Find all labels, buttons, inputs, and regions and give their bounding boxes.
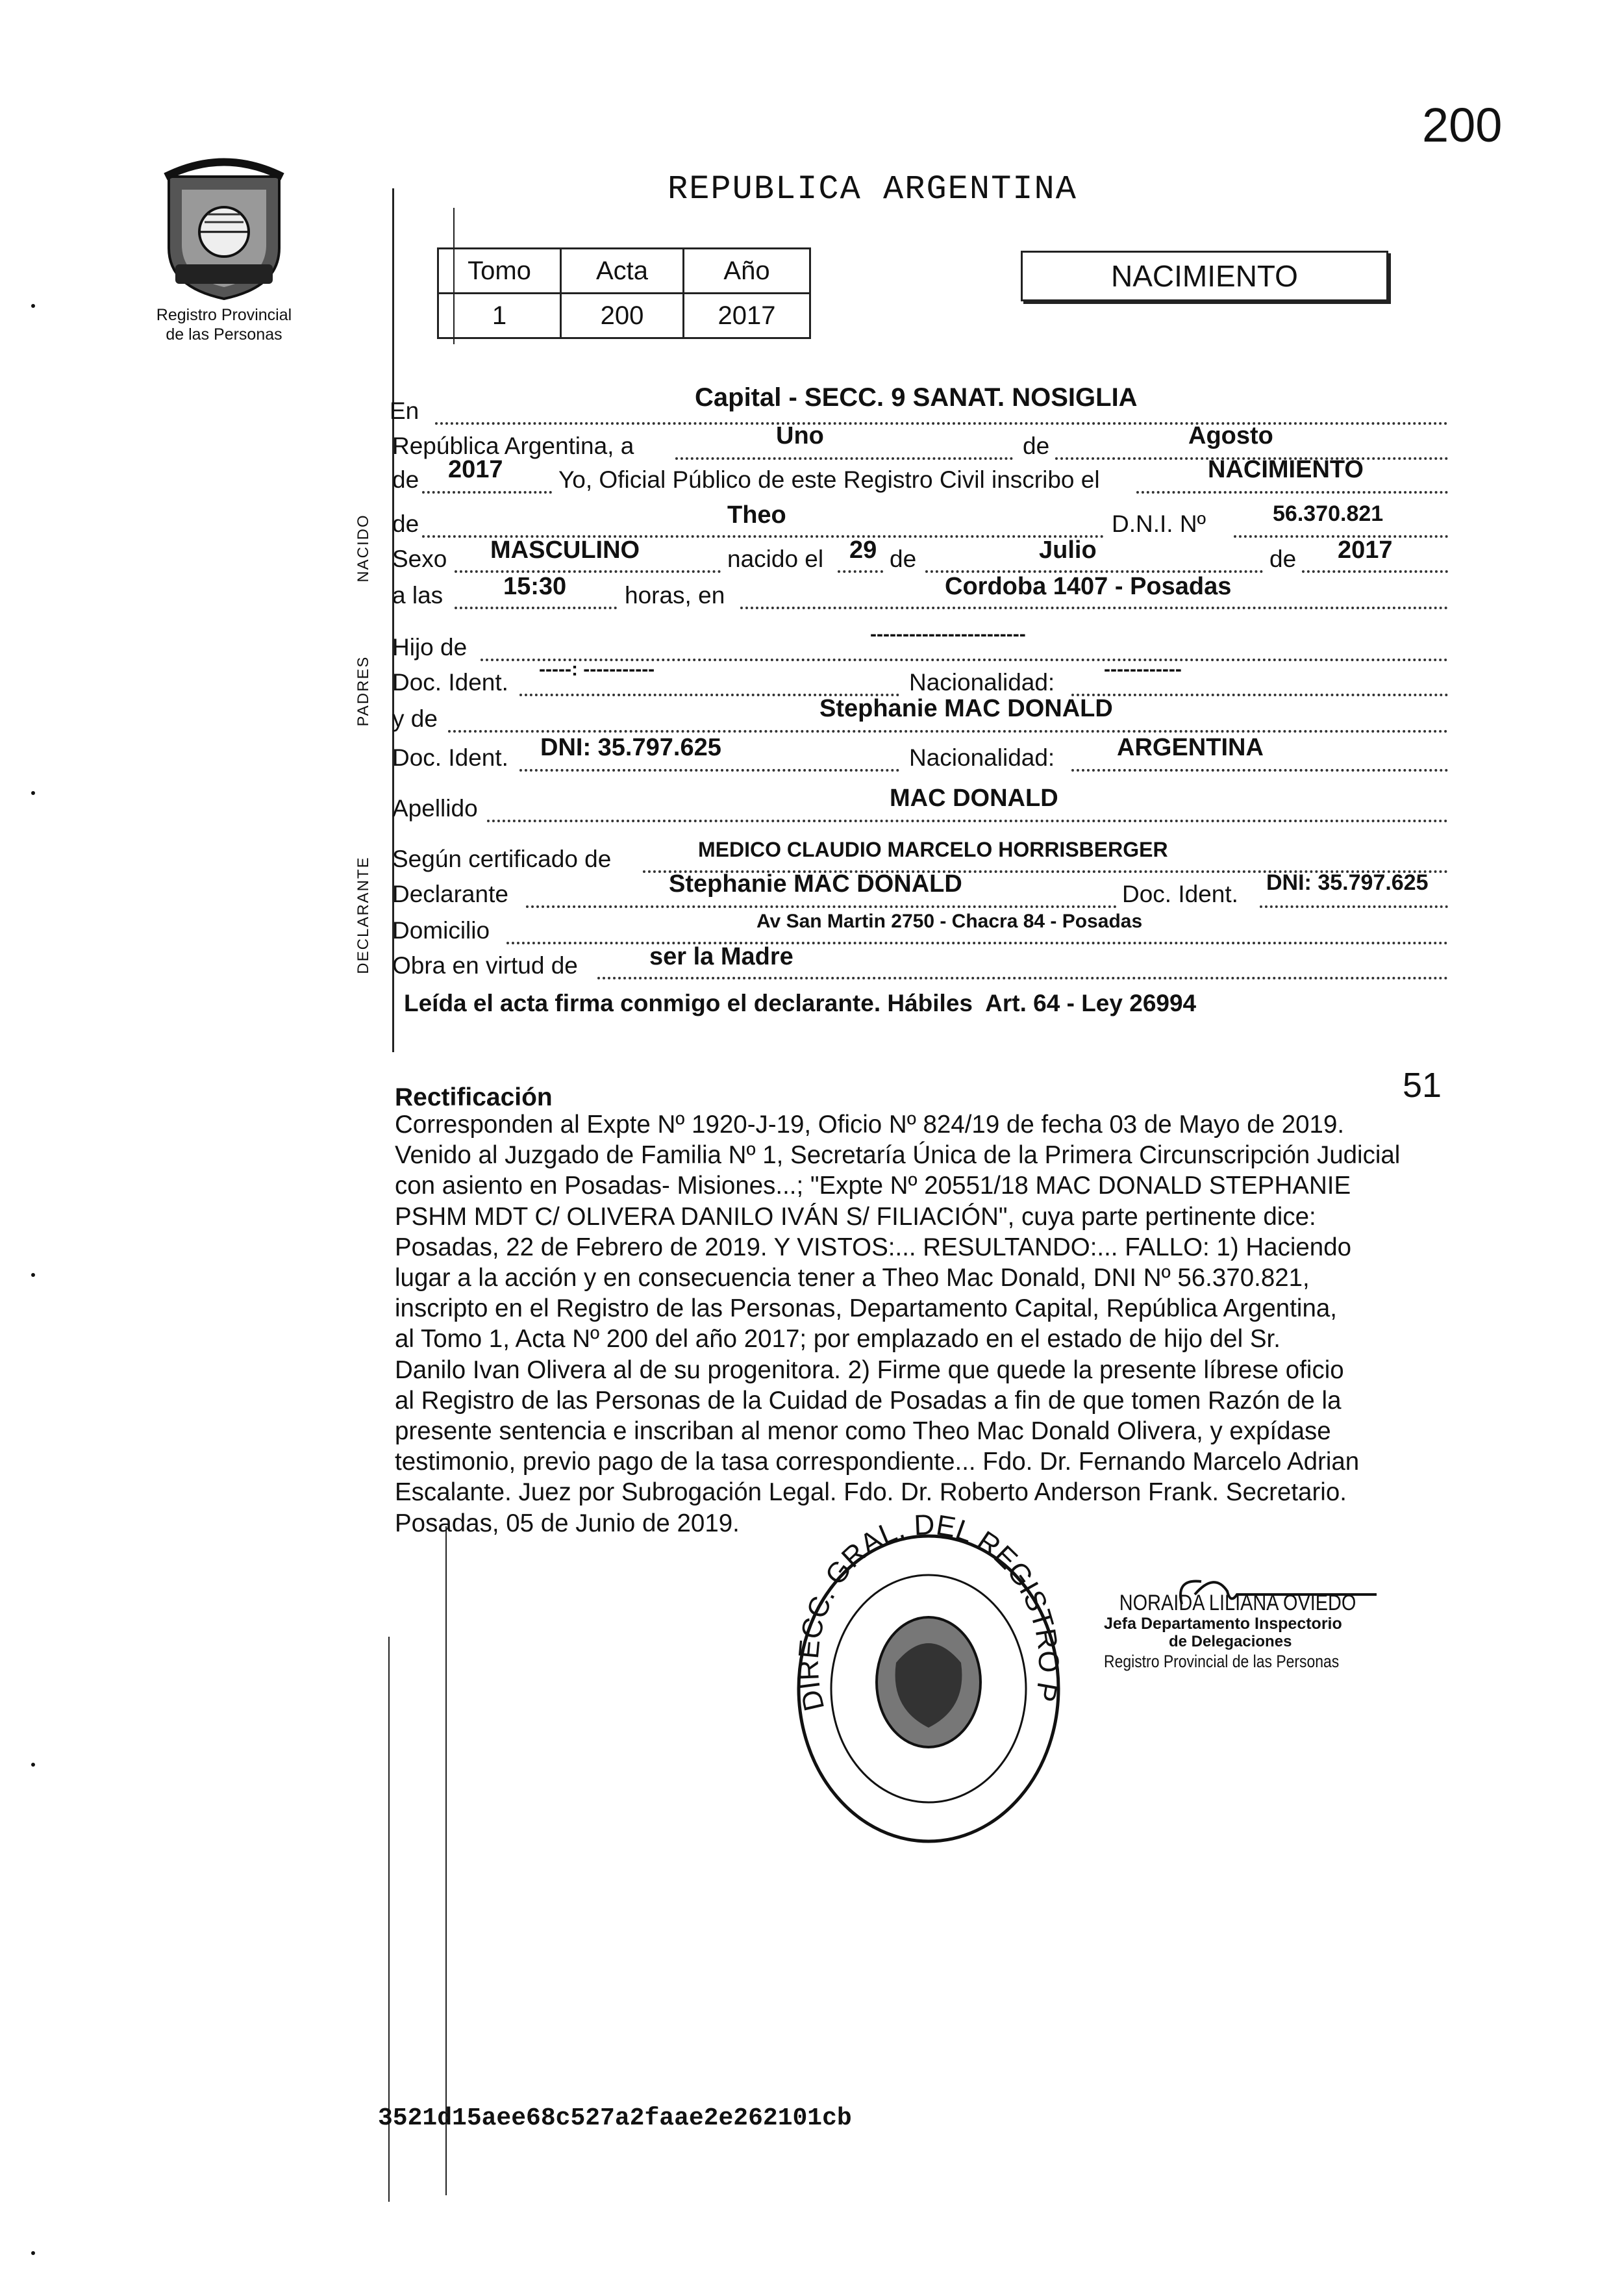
dotline	[519, 769, 899, 772]
label-domicilio: Domicilio	[392, 917, 490, 944]
dotline	[675, 457, 1013, 460]
label-obra: Obra en virtud de	[392, 952, 578, 979]
label-dni: D.N.I. Nº	[1112, 510, 1206, 537]
value-tomo: 1	[438, 294, 561, 338]
dotline	[448, 730, 1448, 733]
header-tomo: Tomo	[438, 249, 561, 294]
value-hora: 15:30	[503, 573, 567, 600]
label-y-de: y de	[392, 705, 438, 732]
header-acta: Acta	[561, 249, 684, 294]
dotline	[1071, 769, 1448, 772]
dotline	[487, 820, 1448, 822]
value-doc-padre: -----: -----------	[539, 659, 655, 680]
label-republica: República Argentina, a	[392, 433, 634, 459]
signer-name: NORAIDA LILIANA OVIEDO	[1119, 1591, 1356, 1615]
value-nac-dia: 29	[849, 536, 877, 564]
value-nac-mes: Julio	[1039, 536, 1097, 564]
value-doc-madre: DNI: 35.797.625	[540, 734, 721, 761]
label-declarante: Declarante	[392, 881, 508, 907]
signer-title-2: de Delegaciones	[1169, 1633, 1292, 1650]
margin-line-2	[453, 208, 455, 344]
label-doc-ident-1: Doc. Ident.	[392, 669, 508, 696]
label-de-1: de	[1023, 433, 1050, 459]
value-nac-anio: 2017	[1338, 536, 1393, 564]
value-inscribo: NACIMIENTO	[1208, 456, 1364, 483]
label-a-las: a las	[392, 582, 443, 609]
value-madre: Stephanie MAC DONALD	[819, 695, 1113, 722]
dotline	[838, 570, 883, 573]
label-horas-en: horas, en	[625, 582, 725, 609]
rect-line: Corresponden al Expte Nº 1920-J-19, Oficio Nº 824/19 de fecha 03 de Mayo de 2019.	[395, 1111, 1345, 1139]
label-apellido: Apellido	[392, 795, 478, 822]
value-padre: ------------------------	[870, 624, 1026, 645]
value-certificado: MEDICO CLAUDIO MARCELO HORRISBERGER	[698, 838, 1168, 861]
dotline	[526, 905, 1117, 908]
label-sexo: Sexo	[392, 546, 447, 572]
rectificacion-body	[395, 1109, 1505, 1539]
dotline	[1302, 570, 1448, 573]
value-nombre: Theo	[727, 501, 786, 529]
dotline	[597, 977, 1448, 979]
label-nacionalidad-2: Nacionalidad:	[909, 744, 1055, 771]
rect-line: presente sentencia e inscriban al menor como Theo Mac Donald Olivera, y expídase	[395, 1417, 1331, 1446]
label-segun-certificado: Según certificado de	[392, 846, 612, 872]
label-nacido: NACIDO	[355, 514, 372, 583]
document-hash: 3521d15aee68c527a2faae2e262101cb	[378, 2104, 852, 2132]
header-anio: Año	[684, 249, 810, 294]
closing-statement: Leída el acta firma conmigo el declarante. Hábiles Art. 64 - Ley 26994	[404, 990, 1197, 1016]
rect-line: al Registro de las Personas de la Cuidad de Posadas a fin de que tomen Razón de la	[395, 1386, 1342, 1415]
value-mes: Agosto	[1188, 422, 1273, 449]
registry-name: Registro Provincial de las Personas	[156, 306, 292, 344]
signer-title-1: Jefa Departamento Inspectorio	[1104, 1615, 1342, 1633]
page-number: 200	[1422, 98, 1503, 152]
label-hijo-de: Hijo de	[392, 634, 468, 661]
value-dia: Uno	[776, 422, 824, 449]
margin-mark	[31, 304, 35, 308]
rectificacion-number: 51	[1403, 1066, 1442, 1105]
value-obra: ser la Madre	[649, 943, 793, 970]
value-acta: 200	[561, 294, 684, 338]
rect-line: inscripto en el Registro de las Personas, Departamento Capital, República Argentina,	[395, 1294, 1337, 1323]
rectificacion-title: Rectificación	[395, 1083, 553, 1111]
label-de-2: de	[392, 466, 419, 493]
value-dni: 56.370.821	[1273, 501, 1384, 526]
rect-line: con asiento en Posadas- Misiones...; "Expte Nº 20551/18 MAC DONALD STEPHANIE	[395, 1172, 1351, 1200]
dotline	[1136, 491, 1448, 494]
rect-line: al Tomo 1, Acta Nº 200 del año 2017; por emplazado en el estado de hijo del Sr.	[395, 1325, 1280, 1354]
value-lugar-nacimiento: Cordoba 1407 - Posadas	[945, 573, 1232, 600]
margin-mark	[31, 791, 35, 795]
label-declarante: DECLARANTE	[355, 856, 372, 974]
rect-line: Posadas, 22 de Febrero de 2019. Y VISTOS:... RESULTANDO:... FALLO: 1) Haciendo	[395, 1233, 1352, 1261]
rect-line: Posadas, 05 de Junio de 2019.	[395, 1509, 740, 1537]
rect-line: PSHM MDT C/ OLIVERA DANILO IVÁN S/ FILIACIÓN", cuya parte pertinente dice:	[395, 1202, 1316, 1231]
value-nacionalidad-padre: ------------	[1104, 659, 1182, 680]
label-nacido-el: nacido el	[727, 546, 824, 572]
signer-title-3: Registro Provincial de las Personas	[1104, 1652, 1340, 1671]
label-de-3: de	[392, 510, 419, 537]
province-crest	[156, 151, 292, 301]
rect-line: lugar a la acción y en consecuencia tener a Theo Mac Donald, DNI Nº 56.370.821,	[395, 1264, 1310, 1292]
country-title: REPUBLICA ARGENTINA	[668, 170, 1077, 208]
label-de-4: de	[890, 546, 917, 572]
value-anio-registro: 2017	[448, 456, 503, 483]
dotline	[740, 607, 1448, 609]
rect-line: Danilo Ivan Olivera al de su progenitora. 2) Firme que quede la presente líbrese oficio	[395, 1355, 1344, 1384]
margin-mark	[31, 2251, 35, 2255]
dotline	[455, 570, 721, 573]
dotline	[1071, 694, 1448, 696]
label-doc-ident-3: Doc. Ident.	[1122, 881, 1238, 907]
label-en: En	[390, 397, 419, 424]
value-lugar-registro: Capital - SECC. 9 SANAT. NOSIGLIA	[695, 383, 1138, 412]
label-de-5: de	[1269, 546, 1297, 572]
value-declarante: Stephanie MAC DONALD	[669, 870, 962, 898]
rect-line: Venido al Juzgado de Familia Nº 1, Secretaría Única de la Primera Circunscripción Judicial	[395, 1141, 1401, 1170]
text-oficial: Yo, Oficial Público de este Registro Civil inscribo el	[558, 466, 1100, 493]
dotline	[435, 422, 1448, 425]
dotline	[506, 942, 1448, 944]
value-domicilio: Av San Martin 2750 - Chacra 84 - Posadas	[756, 911, 1143, 932]
dotline	[1260, 905, 1448, 908]
rect-line: Escalante. Juez por Subrogación Legal. Fdo. Dr. Roberto Anderson Frank. Secretario.	[395, 1478, 1347, 1507]
value-anio: 2017	[684, 294, 810, 338]
label-padres: PADRES	[355, 655, 372, 727]
value-sexo: MASCULINO	[490, 536, 640, 564]
margin-mark	[31, 1273, 35, 1277]
stamp-ring-text: DIRECC. GRAL. DEL REGISTRO P	[792, 1513, 1065, 1714]
dotline	[422, 491, 552, 494]
margin-mark	[31, 1763, 35, 1767]
rect-line: testimonio, previo pago de la tasa correspondiente... Fdo. Dr. Fernando Marcelo Adrian	[395, 1448, 1360, 1476]
value-apellido: MAC DONALD	[890, 785, 1058, 812]
label-nacionalidad-1: Nacionalidad:	[909, 669, 1055, 696]
dotline	[455, 607, 617, 609]
value-nacionalidad-madre: ARGENTINA	[1117, 734, 1264, 761]
label-doc-ident-2: Doc. Ident.	[392, 744, 508, 771]
record-type-box: NACIMIENTO	[1021, 251, 1388, 301]
official-stamp	[779, 1513, 1078, 1851]
margin-line-4	[445, 1526, 447, 2195]
value-doc-declarante: DNI: 35.797.625	[1266, 870, 1429, 895]
reference-table	[437, 247, 811, 339]
